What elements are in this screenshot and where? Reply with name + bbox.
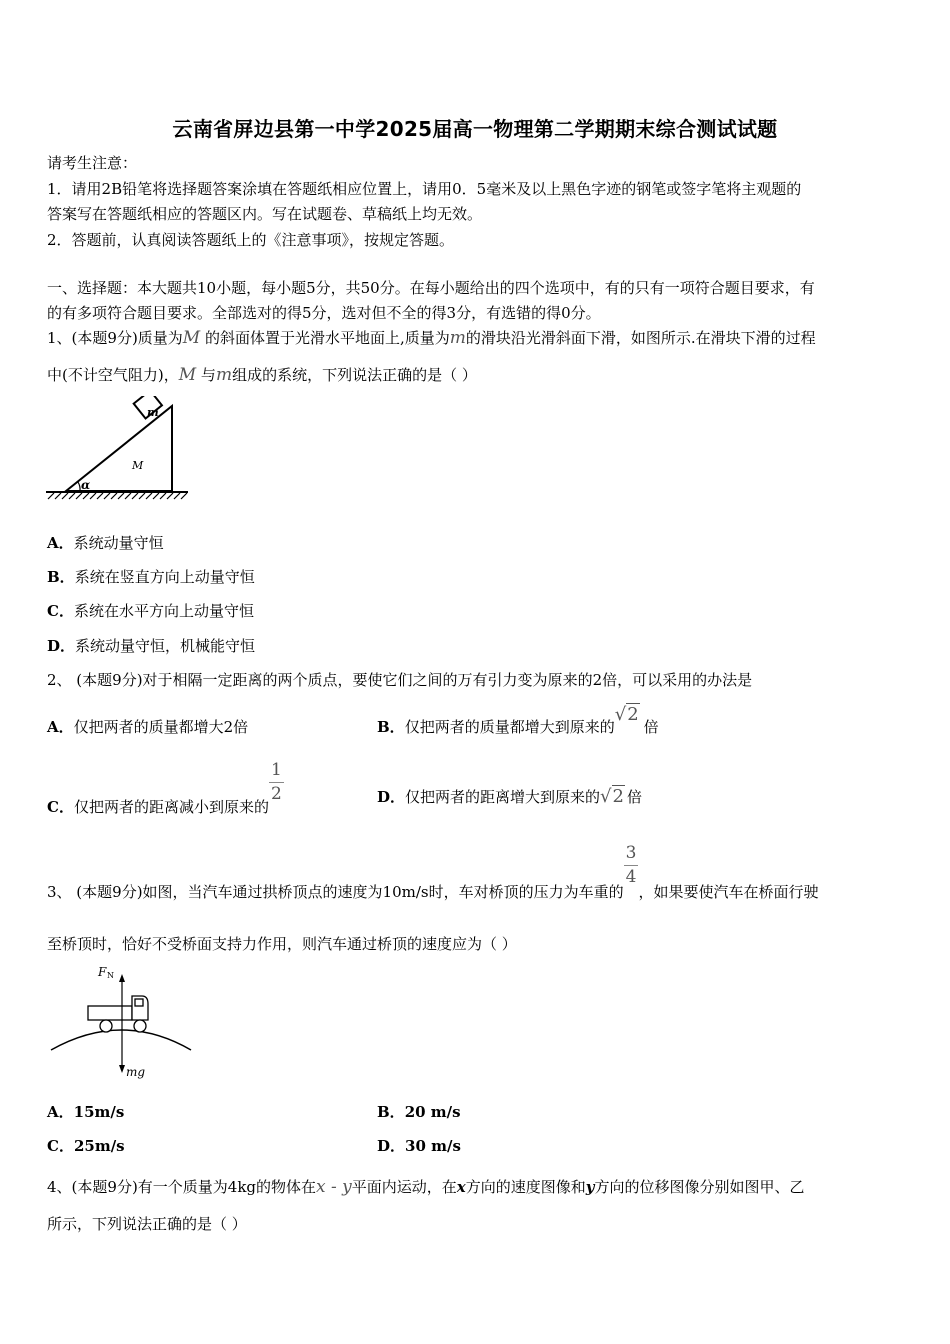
option-text: 20 m/s (404, 1103, 461, 1121)
block-label: m (147, 406, 159, 419)
bridge-figure (46, 958, 196, 1082)
notice-heading: 请考生注意： (47, 154, 138, 172)
q1-option-a[interactable] (47, 532, 164, 553)
truck (88, 996, 148, 1032)
question-4-stem-line-2: 所示，下列说法正确的是（ ） (47, 1215, 247, 1233)
option-text: 仅把两者的质量都增大2倍 (73, 718, 249, 736)
var-m: m (449, 328, 466, 348)
section-1-instructions-line-2: 的有多项符合题目要求。全部选对的得5分，选对但不全的得3分，有选错的得0分。 (47, 304, 601, 322)
sqrt-2: √2 (600, 786, 624, 807)
var-m-2: m (215, 365, 233, 385)
option-suffix: 倍 (626, 788, 642, 806)
var-y: y (585, 1178, 595, 1196)
denominator: 4 (625, 867, 637, 887)
gravity-arrowhead (119, 1065, 125, 1073)
page-title: 云南省屏边县第一中学2025届高一物理第二学期期末综合测试试题 (172, 117, 778, 141)
gravity-label: mg (126, 1065, 146, 1079)
angle-arc (78, 482, 80, 491)
option-letter: B． (377, 1103, 405, 1121)
q1-prefix: 1、(本题9分)质量为 (47, 329, 183, 347)
q1-line2-c: 组成的系统，下列说法正确的是（ ） (232, 366, 477, 384)
q4-prefix: 4、(本题9分)有一个质量为4kg的物体在 (47, 1178, 317, 1196)
question-1-stem-line-2 (47, 364, 477, 385)
option-letter: C． (47, 1137, 74, 1155)
radicand: 2 (627, 704, 639, 725)
option-text: 仅把两者的距离增大到原来的 (405, 788, 601, 806)
fraction-bar (624, 865, 639, 866)
q3-option-b[interactable] (377, 1101, 461, 1122)
option-text: 仅把两者的距离减小到原来的 (73, 797, 269, 816)
option-letter: A． (47, 534, 74, 552)
option-letter: A． (47, 718, 74, 736)
q1-mid2: 的滑块沿光滑斜面下滑，如图所示.在滑块下滑的过程 (465, 329, 816, 347)
q1-option-b[interactable] (47, 566, 255, 587)
q2-option-d[interactable] (377, 786, 642, 807)
ground-hatching (48, 493, 187, 499)
q4-mid: 平面内运动，在 (351, 1178, 457, 1196)
notice-item-2: 2．答题前，认真阅读答题纸上的《注意事项》，按规定答题。 (47, 231, 455, 249)
normal-force-label: F (98, 965, 107, 979)
option-text: 30 m/s (405, 1137, 461, 1155)
var-x: x (456, 1178, 466, 1196)
option-letter: A． (47, 1103, 74, 1121)
q4-mid2: 方向的速度图像和 (465, 1178, 586, 1196)
q1-mid1: 的斜面体置于光滑水平地面上,质量为 (205, 329, 450, 347)
fraction-one-half (269, 762, 284, 803)
option-text: 系统动量守恒，机械能守恒 (75, 637, 256, 655)
option-letter: D． (47, 637, 76, 655)
angle-label: α (81, 478, 91, 492)
q2-option-a[interactable] (47, 716, 248, 737)
question-4-stem-line-1 (47, 1176, 805, 1197)
q1-line2-a: 中(不计空气阻力)， (47, 366, 179, 384)
q3-stem-b: ，如果要使汽车在桥面行驶 (638, 882, 819, 901)
q1-option-d[interactable] (47, 635, 255, 656)
q1-option-c[interactable] (47, 600, 254, 621)
question-3-stem-line-2: 至桥顶时，恰好不受桥面支持力作用，则汽车通过桥顶的速度应为（ ） (47, 935, 517, 953)
denominator: 2 (270, 784, 282, 804)
option-letter: B． (47, 568, 75, 586)
notice-item-1-line-2: 答案写在答题纸相应的答题区内。写在试题卷、草稿纸上均无效。 (47, 205, 483, 223)
numerator: 3 (625, 843, 637, 863)
q2-option-c[interactable] (47, 760, 284, 816)
option-letter: D． (377, 788, 406, 806)
q2-option-b[interactable] (377, 704, 659, 736)
option-text: 系统动量守恒 (73, 534, 164, 552)
sqrt-2: √2 (614, 704, 639, 725)
question-1-stem-line-1 (47, 327, 816, 348)
notice-item-1-line-1: 1．请用2B铅笔将选择题答案涂填在答题纸相应位置上，请用0．5毫米及以上黑色字迹的钢笔或签字笔将主观题的 (47, 180, 802, 198)
option-text: 仅把两者的质量都增大到原来的 (404, 718, 615, 736)
var-M-2: M (178, 365, 197, 385)
section-1-instructions-line-1: 一、选择题：本大题共10小题，每小题5分，共50分。在每小题给出的四个选项中，有的只有一项符合题目要求，有 (47, 279, 815, 297)
wedge-label: M (132, 459, 144, 472)
q3-option-a[interactable] (47, 1101, 124, 1122)
normal-force-subscript: N (107, 971, 114, 980)
q1-line2-b: 与 (200, 366, 216, 384)
question-2-stem: 2、 (本题9分)对于相隔一定距离的两个质点，要使它们之间的万有引力变为原来的2倍，可以采用的办法是 (47, 671, 753, 689)
fraction-bar (269, 782, 284, 783)
incline-figure (44, 396, 194, 500)
var-M: M (182, 328, 201, 348)
option-text: 15m/s (73, 1103, 125, 1121)
question-3-stem-line-1 (47, 843, 819, 901)
q3-option-d[interactable] (377, 1135, 461, 1156)
numerator: 1 (270, 760, 282, 780)
option-letter: B． (377, 718, 405, 736)
xy-plane: x - y (316, 1177, 352, 1197)
radicand: 2 (612, 786, 624, 807)
option-text: 系统在水平方向上动量守恒 (73, 602, 254, 620)
normal-force-arrowhead (119, 974, 125, 982)
q3-option-c[interactable] (47, 1135, 125, 1156)
option-letter: D． (377, 1137, 406, 1155)
option-letter: C． (47, 797, 74, 816)
fraction-three-quarters (624, 845, 639, 886)
option-text: 25m/s (73, 1137, 125, 1155)
option-suffix: 倍 (643, 718, 659, 736)
q4-mid3: 方向的位移图像分别如图甲、乙 (594, 1178, 805, 1196)
q3-stem-a: 3、 (本题9分)如图，当汽车通过拱桥顶点的速度为10m/s时，车对桥顶的压力为车重的 (47, 882, 624, 901)
option-text: 系统在竖直方向上动量守恒 (74, 568, 255, 586)
option-letter: C． (47, 602, 74, 620)
bridge-arc (51, 1030, 191, 1050)
